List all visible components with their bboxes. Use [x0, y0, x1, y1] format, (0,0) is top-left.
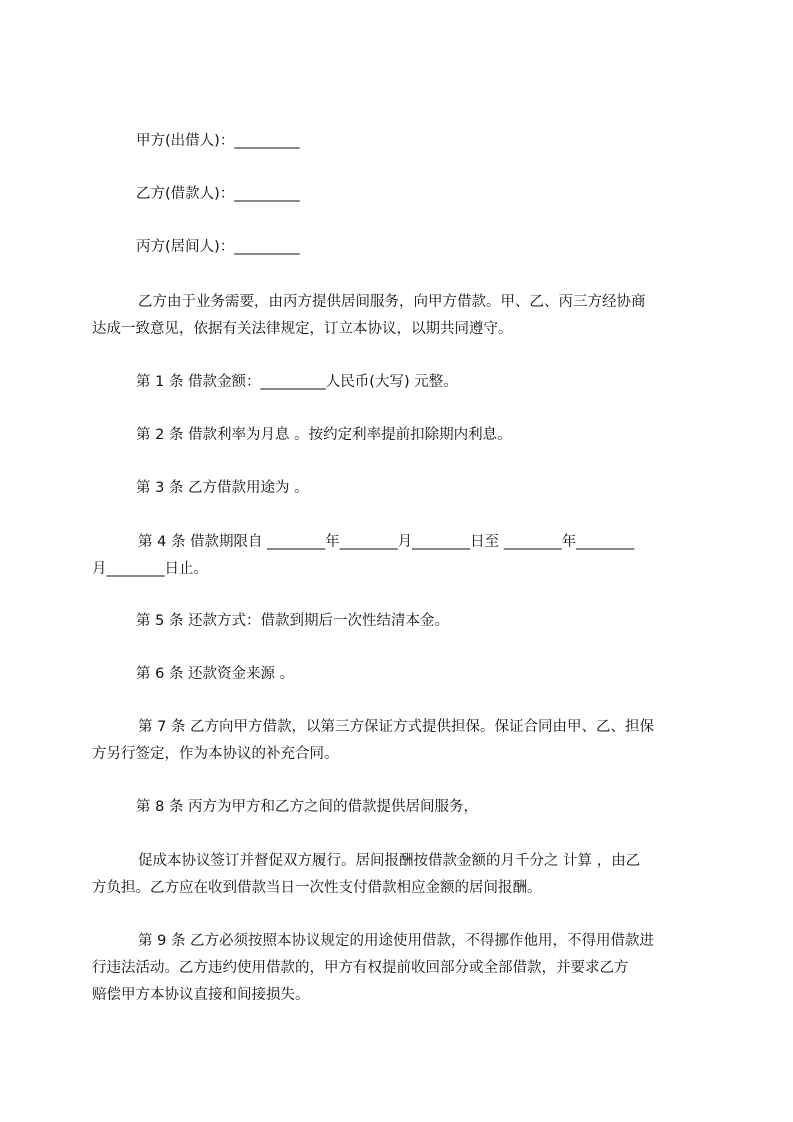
- article-9-line-2: [92, 959, 712, 977]
- preamble-text-1: 乙方由于业务需要，由丙方提供居间服务，向甲方借款。甲、乙、丙三方经协商: [138, 294, 646, 310]
- preamble-line-1: [92, 293, 712, 311]
- article-7-text-1: 第 7 条 乙方向甲方借款，以第三方保证方式提供担保。保证合同由甲、乙、担保: [138, 719, 655, 735]
- article-9-line-3: [92, 986, 712, 1004]
- article-1-text: 第 1 条 借款金额：_________人民币(大写) 元整。: [136, 374, 458, 390]
- article-8-cont-line-2: [92, 879, 712, 897]
- party-a-line: [92, 132, 712, 150]
- article-8-cont-line-1: [92, 852, 712, 870]
- article-9-text-1: 第 9 条 乙方必须按照本协议规定的用途使用借款，不得挪作他用，不得用借款进: [138, 933, 655, 949]
- article-4-text-2: 月________日止。: [92, 561, 208, 577]
- article-2-text: 第 2 条 借款利率为月息 。按约定利率提前扣除期内利息。: [136, 427, 512, 443]
- article-7-line-2: [92, 745, 712, 763]
- article-7-text-2: 方另行签定，作为本协议的补充合同。: [92, 746, 339, 762]
- article-4-line-2: [92, 560, 712, 578]
- party-a-text: 甲方(出借人)：_________: [136, 133, 300, 149]
- article-9-line-1: [92, 932, 712, 950]
- article-9-text-2: 行违法活动。乙方违约使用借款的，甲方有权提前收回部分或全部借款，并要求乙方: [92, 960, 629, 976]
- article-5: [92, 612, 712, 630]
- article-9-text-3: 赔偿甲方本协议直接和间接损失。: [92, 987, 310, 1003]
- article-2: [92, 426, 712, 444]
- article-6: [92, 665, 712, 683]
- party-b-text: 乙方(借款人)：_________: [136, 186, 300, 202]
- article-4-text-1: 第 4 条 借款期限自 ________年________月________日至 ________年________: [138, 534, 635, 550]
- article-8: [92, 798, 712, 816]
- article-7-line-1: [92, 718, 712, 736]
- article-6-text: 第 6 条 还款资金来源 。: [136, 666, 295, 682]
- article-8-cont-text-2: 方负担。乙方应在收到借款当日一次性支付借款相应金额的居间报酬。: [92, 880, 542, 896]
- preamble-text-2: 达成一致意见，依据有关法律规定，订立本协议，以期共同遵守。: [92, 321, 513, 337]
- article-3-text: 第 3 条 乙方借款用途为 。: [136, 480, 309, 496]
- article-8-cont-text-1: 促成本协议签订并督促双方履行。居间报酬按借款金额的月千分之 计算 ，由乙: [138, 853, 641, 869]
- article-8-text: 第 8 条 丙方为甲方和乙方之间的借款提供居间服务，: [136, 799, 479, 815]
- article-1: [92, 373, 712, 391]
- article-5-text: 第 5 条 还款方式：借款到期后一次性结清本金。: [136, 613, 450, 629]
- article-4-line-1: [92, 533, 712, 551]
- article-3: [92, 479, 712, 497]
- party-b-line: [92, 185, 712, 203]
- party-c-line: [92, 238, 712, 256]
- party-c-text: 丙方(居间人)：_________: [136, 239, 300, 255]
- preamble-line-2: [92, 320, 712, 338]
